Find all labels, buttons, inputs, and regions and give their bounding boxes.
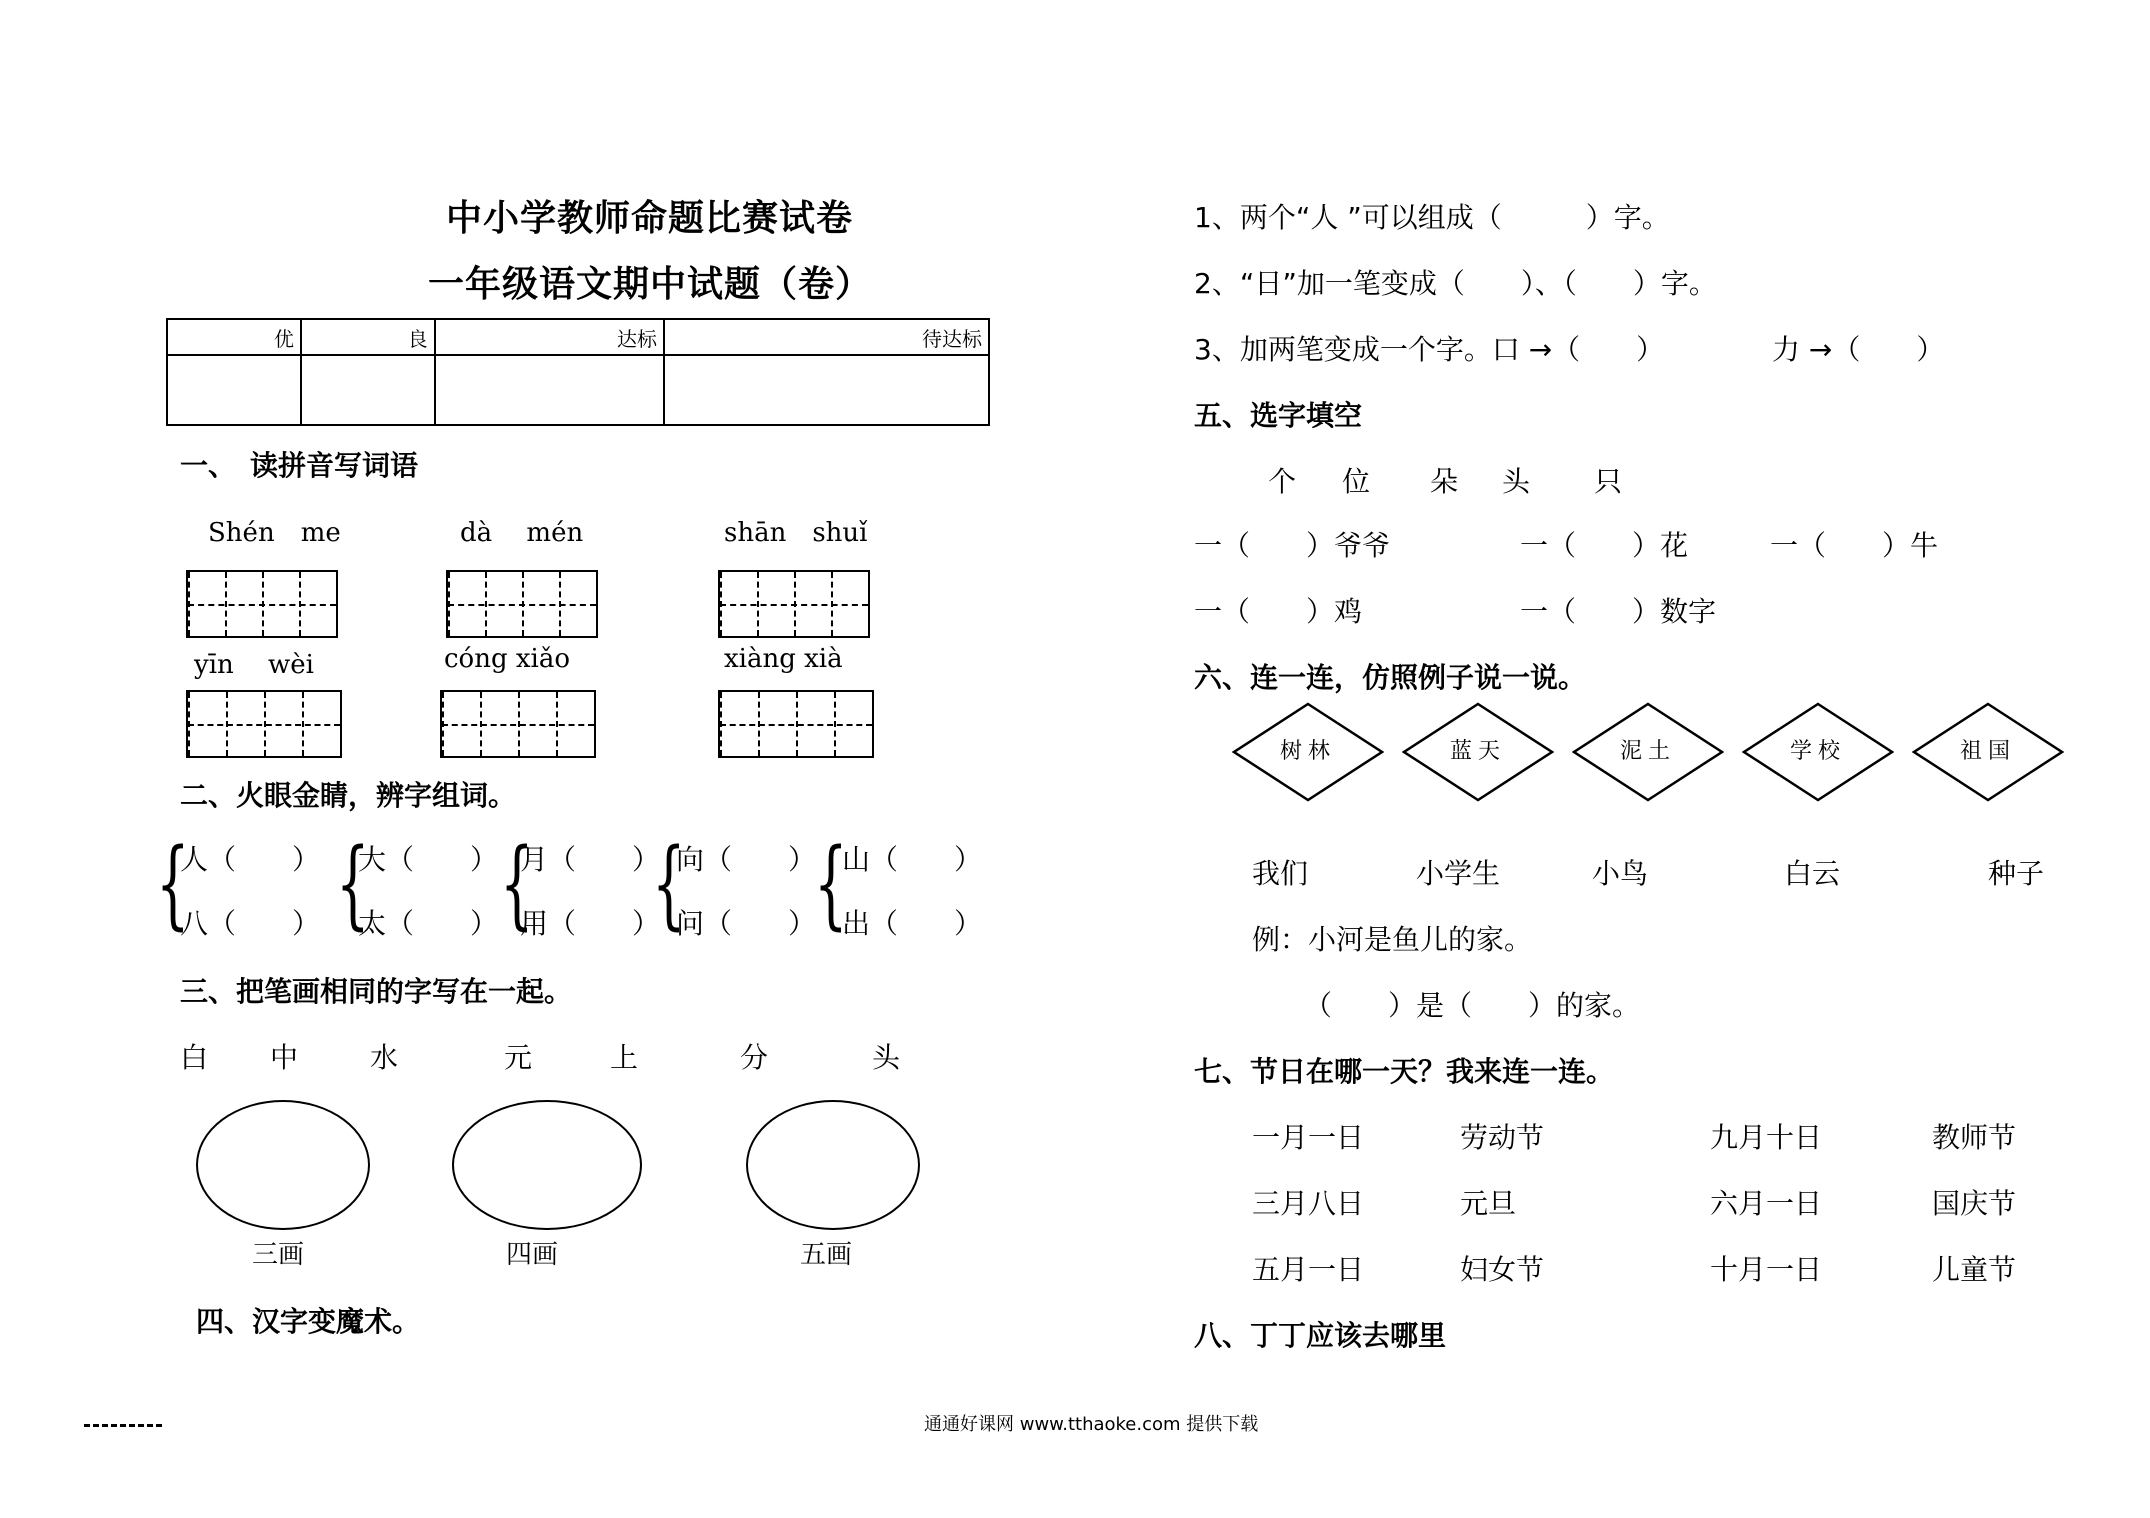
answer-oval[interactable]: [452, 1100, 642, 1230]
date-item: 一月一日: [1252, 1121, 1365, 1154]
stroke-char: 头: [872, 1041, 901, 1074]
section7-title: 七、节日在哪一天？我来连一连。: [1194, 1055, 1615, 1088]
word-pair-bottom: 太（ ）: [358, 907, 499, 940]
answer-oval[interactable]: [196, 1100, 370, 1230]
oval-label: 三画: [252, 1240, 305, 1270]
brace-icon: {: [156, 828, 190, 940]
section1-title: 一、 读拼音写词语: [180, 449, 419, 482]
festival-item: 教师节: [1932, 1121, 2017, 1154]
grade-header-liang: 良: [301, 319, 435, 355]
word-pair-top: 月（ ）: [520, 843, 661, 876]
choice-char: 个: [1268, 465, 1297, 498]
festival-item: 儿童节: [1932, 1253, 2017, 1286]
fill-item: 一（ ）数字: [1520, 595, 1717, 628]
word-pair-top: 大（ ）: [358, 843, 499, 876]
date-item: 十月一日: [1710, 1253, 1823, 1286]
diamond-word[interactable]: 祖国: [1912, 702, 2064, 802]
match-word: 我们: [1252, 857, 1309, 890]
section8-title: 八、丁丁应该去哪里: [1194, 1319, 1447, 1352]
section2-title: 二、火眼金睛，辨字组词。: [180, 779, 517, 812]
oval-label: 四画: [506, 1240, 559, 1270]
festival-item: 元旦: [1460, 1187, 1517, 1220]
pinyin: yīn wèi: [194, 650, 314, 680]
writing-grid[interactable]: [718, 570, 870, 638]
choice-char: 位: [1342, 465, 1371, 498]
pinyin: xiàng xià: [724, 644, 843, 674]
match-word: 小学生: [1416, 857, 1501, 890]
section4-title: 四、汉字变魔术。: [196, 1305, 421, 1338]
word-pair-bottom: 用（ ）: [520, 907, 661, 940]
grade-cell[interactable]: [435, 355, 664, 425]
choice-char: 只: [1594, 465, 1623, 498]
stroke-char: 元: [504, 1041, 533, 1074]
footer-text: 通通好课网 www.tthaoke.com 提供下载: [924, 1414, 1259, 1435]
date-item: 五月一日: [1252, 1253, 1365, 1286]
brace-icon: {: [814, 828, 848, 940]
choice-char: 头: [1502, 465, 1531, 498]
festival-item: 国庆节: [1932, 1187, 2017, 1220]
section5-title: 五、选字填空: [1194, 399, 1363, 432]
grade-header-you: 优: [167, 319, 301, 355]
grade-cell[interactable]: [167, 355, 301, 425]
blank-sentence: （ ）是（ ）的家。: [1304, 989, 1641, 1022]
section3-title: 三、把笔画相同的字写在一起。: [180, 975, 573, 1008]
stroke-char: 上: [610, 1041, 639, 1074]
s4-question-3b: 力 →（ ）: [1772, 333, 1945, 366]
brace-icon: {: [500, 828, 534, 940]
date-item: 六月一日: [1710, 1187, 1823, 1220]
example-sentence: 例：小河是鱼儿的家。: [1252, 923, 1533, 956]
writing-grid[interactable]: [446, 570, 598, 638]
date-item: 三月八日: [1252, 1187, 1365, 1220]
grade-header-daidabiao: 待达标: [664, 319, 989, 355]
writing-grid[interactable]: [718, 690, 874, 758]
grade-cell[interactable]: [301, 355, 435, 425]
pinyin: shān shuǐ: [724, 518, 868, 548]
exam-subtitle: 一年级语文期中试题（卷）: [428, 264, 873, 305]
match-word: 小鸟: [1592, 857, 1649, 890]
writing-grid[interactable]: [440, 690, 596, 758]
fill-item: 一（ ）鸡: [1194, 595, 1363, 628]
word-pair-top: 向（ ）: [676, 843, 817, 876]
festival-item: 妇女节: [1460, 1253, 1545, 1286]
pinyin: cóng xiǎo: [444, 644, 571, 674]
word-pair-top: 人（ ）: [180, 843, 321, 876]
exam-title: 中小学教师命题比赛试卷: [446, 198, 854, 239]
choice-char: 朵: [1430, 465, 1459, 498]
stroke-char: 白: [180, 1041, 209, 1074]
brace-icon: {: [652, 828, 686, 940]
stroke-char: 中: [270, 1041, 299, 1074]
grade-header-dabiao: 达标: [435, 319, 664, 355]
festival-item: 劳动节: [1460, 1121, 1545, 1154]
cut-line: [84, 1424, 162, 1427]
diamond-word[interactable]: 泥土: [1572, 702, 1724, 802]
answer-oval[interactable]: [746, 1100, 920, 1230]
word-pair-bottom: 问（ ）: [676, 907, 817, 940]
stroke-char: 分: [740, 1041, 769, 1074]
match-word: 白云: [1784, 857, 1841, 890]
writing-grid[interactable]: [186, 690, 342, 758]
stroke-char: 水: [370, 1041, 399, 1074]
word-pair-bottom: 八（ ）: [180, 907, 321, 940]
oval-label: 五画: [800, 1240, 853, 1270]
s4-question-2: 2、“日”加一笔变成（ ）、（ ）字。: [1194, 267, 1717, 300]
writing-grid[interactable]: [186, 570, 338, 638]
fill-item: 一（ ）花: [1520, 529, 1689, 562]
match-word: 种子: [1988, 857, 2045, 890]
pinyin: Shén me: [208, 518, 341, 548]
word-pair-bottom: 出（ ）: [842, 907, 983, 940]
pinyin: dà mén: [460, 518, 584, 548]
diamond-word[interactable]: 学校: [1742, 702, 1894, 802]
s4-question-3: 3、加两笔变成一个字。口 →（ ）: [1194, 333, 1665, 366]
grade-table: [166, 318, 990, 426]
fill-item: 一（ ）牛: [1770, 529, 1939, 562]
section6-title: 六、连一连，仿照例子说一说。: [1194, 661, 1587, 694]
diamond-word[interactable]: 树林: [1232, 702, 1384, 802]
diamond-word[interactable]: 蓝天: [1402, 702, 1554, 802]
date-item: 九月十日: [1710, 1121, 1823, 1154]
brace-icon: {: [336, 828, 370, 940]
grade-cell[interactable]: [664, 355, 989, 425]
fill-item: 一（ ）爷爷: [1194, 529, 1391, 562]
s4-question-1: 1、两个“人 ”可以组成（ ）字。: [1194, 201, 1670, 234]
word-pair-top: 山（ ）: [842, 843, 983, 876]
